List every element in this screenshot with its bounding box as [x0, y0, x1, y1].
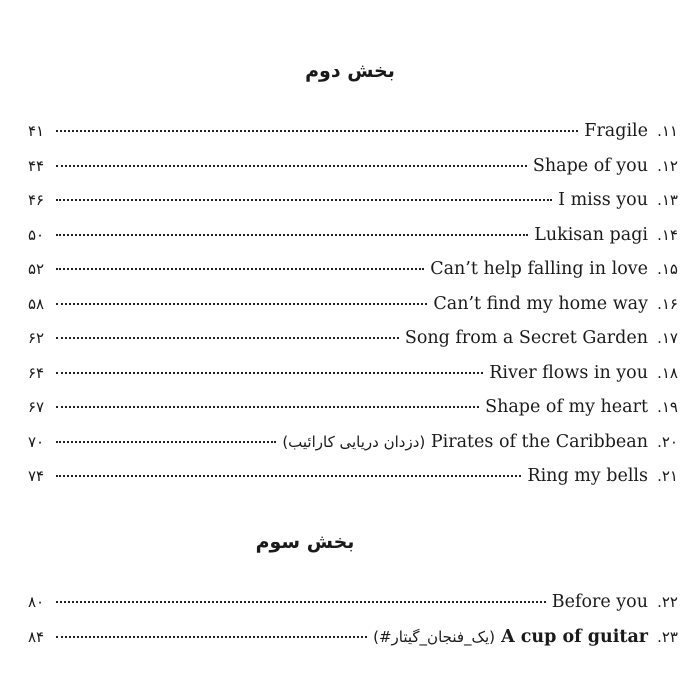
toc-entry-title-text: River flows in you [489, 362, 648, 383]
toc-entry-title [534, 225, 648, 245]
toc-entry[interactable] [28, 592, 678, 627]
toc-entry-title-text: Song from a Secret Garden [404, 328, 648, 348]
toc-entry[interactable] [28, 294, 678, 329]
dot-leader [56, 601, 546, 603]
toc-entry-number: ۱۸. [657, 363, 678, 382]
toc-entry[interactable] [28, 363, 678, 398]
toc-entry-title-text: Pirates of the Caribbean [430, 431, 648, 452]
dot-leader [56, 337, 399, 339]
toc-entry-number: ۲۱. [657, 467, 678, 485]
toc-entry-title-text: Before you [551, 592, 648, 612]
toc-entry-title-text: Ring my bells [527, 466, 648, 486]
toc-entry-title [485, 397, 648, 417]
toc-page-number: ۸۰ [28, 593, 45, 611]
toc-page-number: ۴۱ [28, 122, 45, 140]
toc-entry-title-text: Can’t find my home way [433, 293, 648, 314]
toc-entry-number: ۲۳. [657, 627, 678, 646]
toc-entry[interactable] [28, 432, 678, 467]
toc-entry-number: ۱۲. [657, 156, 678, 175]
dot-leader [56, 303, 427, 305]
toc-entry[interactable] [28, 466, 678, 501]
toc-page-number: ۶۴ [28, 363, 45, 382]
toc-entry-title [489, 363, 648, 383]
toc-entry[interactable] [28, 328, 678, 363]
toc-entry-title [405, 328, 648, 348]
toc-entry-subtitle: (دزدان دریایی کارائیب) [282, 432, 426, 451]
dot-leader [56, 130, 578, 132]
toc-entry[interactable] [28, 627, 678, 662]
toc-entry-number: ۲۲. [657, 593, 678, 611]
toc-entry[interactable] [28, 259, 678, 294]
toc-page-number: ۴۴ [28, 156, 45, 175]
toc-page-number: ۴۶ [28, 191, 45, 209]
toc-entry-title-text: A cup of guitar [501, 626, 648, 647]
toc-entry-number: ۱۱. [657, 122, 678, 140]
toc-entry-number: ۱۶. [657, 294, 678, 313]
toc-entry-title-text: Shape of my heart [485, 397, 648, 417]
toc-entry-title [282, 432, 648, 452]
toc-page-number: ۶۲ [28, 329, 45, 347]
toc-entry-title [533, 156, 648, 176]
toc-page-number: ۵۲ [28, 260, 45, 278]
toc-page-number: ۷۰ [28, 432, 45, 451]
toc-entry-number: ۱۵. [657, 260, 678, 278]
dot-leader [56, 441, 276, 443]
dot-leader [56, 199, 552, 201]
dot-leader [56, 165, 527, 167]
toc-entry-number: ۲۰. [657, 432, 678, 451]
toc-entry-title-text: Shape of you [532, 155, 648, 176]
toc-page-number: ۵۸ [28, 294, 45, 313]
toc-entry-title [373, 627, 648, 647]
toc-entry-title-text: Fragile [584, 121, 648, 141]
toc-entry-title [527, 466, 648, 486]
dot-leader [56, 268, 424, 270]
toc-entry-number: ۱۹. [657, 398, 678, 416]
section-title: بخش سوم [255, 531, 355, 553]
toc-entry[interactable] [28, 156, 678, 191]
dot-leader [56, 636, 367, 638]
toc-entry-title-text: I miss you [558, 190, 648, 210]
toc-entry[interactable] [28, 190, 678, 225]
dot-leader [56, 406, 479, 408]
dot-leader [56, 475, 521, 477]
toc-entry-number: ۱۴. [657, 225, 678, 244]
toc-list [28, 121, 678, 501]
toc-page-number: ۶۷ [28, 398, 45, 416]
toc-entry[interactable] [28, 121, 678, 156]
toc-entry[interactable] [28, 225, 678, 260]
toc-entry-title [430, 259, 648, 279]
toc-page-number: ۵۰ [28, 225, 45, 244]
toc-page-number: ۷۴ [28, 467, 45, 485]
toc-page-number: ۸۴ [28, 627, 45, 646]
toc-entry-number: ۱۷. [657, 329, 678, 347]
toc-entry-subtitle: (#یک_فنجان_گیتار) [373, 627, 495, 646]
toc-entry-title-text: Can’t help falling in love [430, 259, 648, 279]
toc-entry-number: ۱۳. [657, 191, 678, 209]
toc-entry-title-text: Lukisan pagi [534, 224, 648, 245]
toc-entry-title [433, 294, 648, 314]
toc-entry-title [558, 190, 648, 210]
toc-entry-title [552, 592, 648, 612]
toc-list [28, 592, 678, 661]
dot-leader [56, 372, 483, 374]
toc-entry-title [584, 121, 648, 141]
dot-leader [56, 234, 528, 236]
section-title: بخش دوم [305, 60, 395, 82]
toc-entry[interactable] [28, 397, 678, 432]
